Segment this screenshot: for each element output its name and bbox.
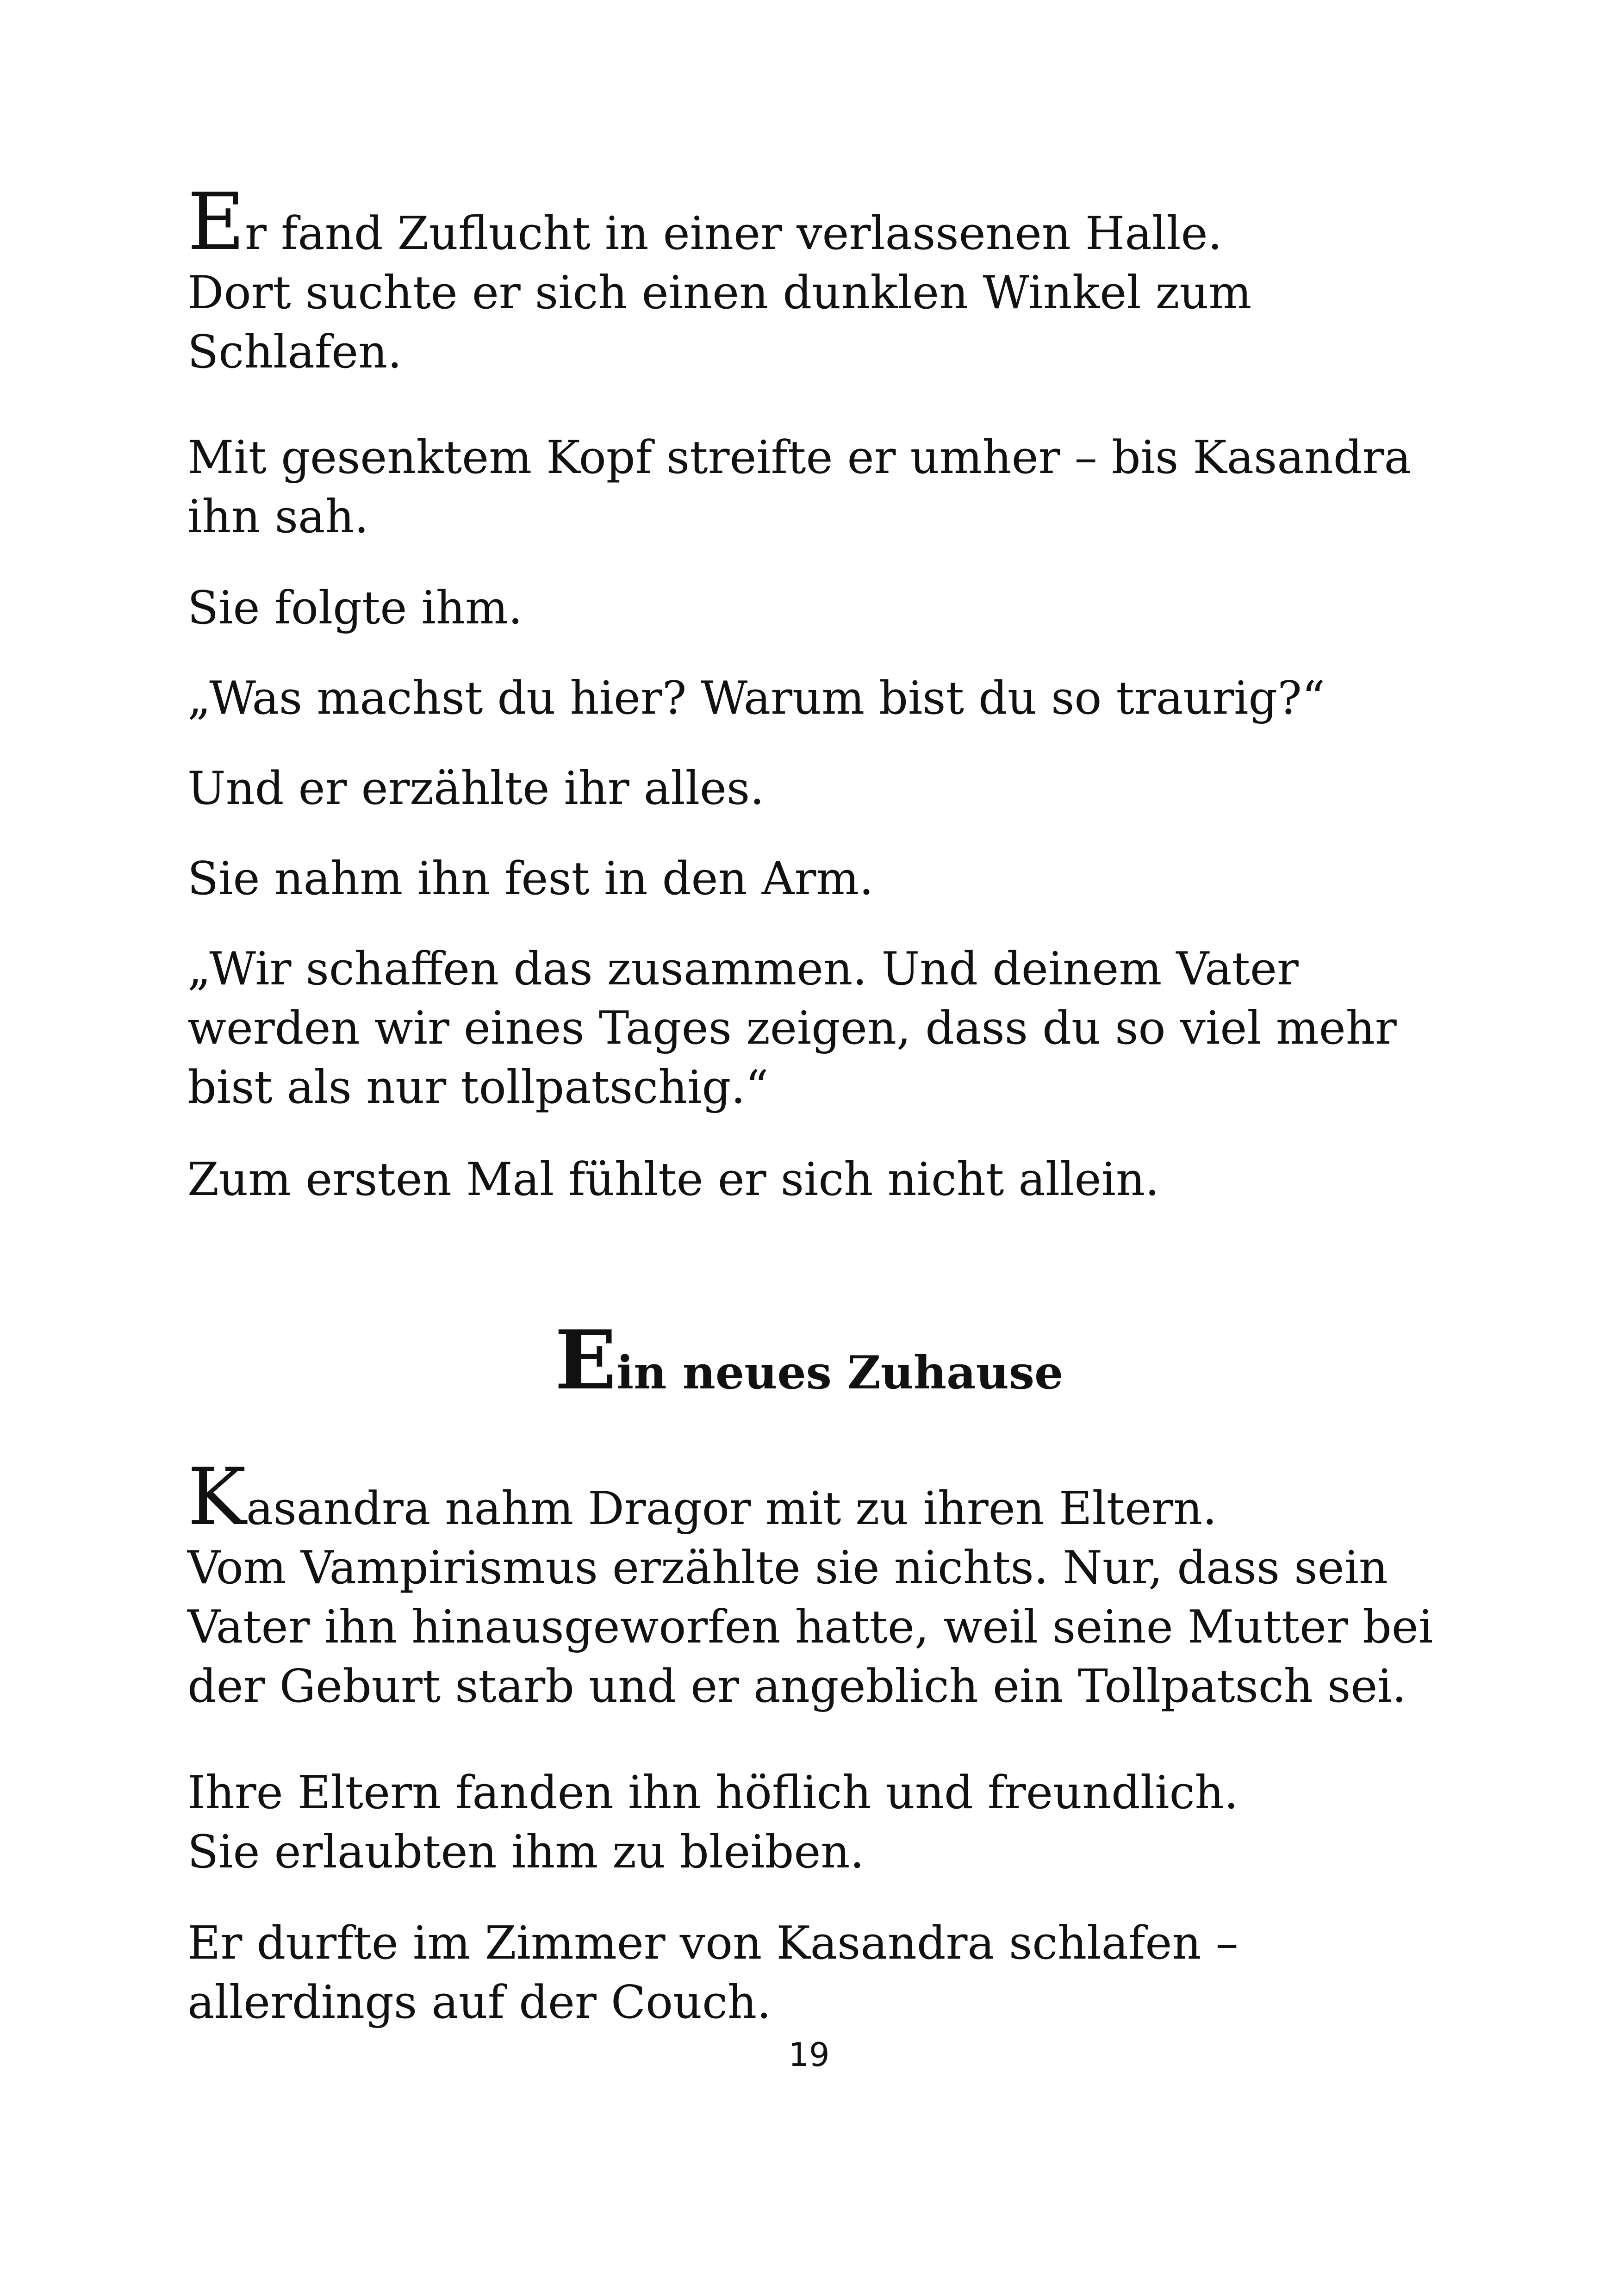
heading-dropcap: E	[554, 1313, 616, 1408]
page-number: 19	[788, 2036, 830, 2074]
paragraph-9	[187, 1451, 1456, 1716]
paragraph-5: Und er erzählte ihr alles.	[187, 762, 765, 815]
paragraph-1-text: r fand Zuflucht in einer verlassenen Halle. Dort suchte er sich einen dunklen Winkel zum Schlafen.	[187, 207, 1252, 379]
paragraph-2: Mit gesenktem Kopf streifte er umher – bis Kasandra ihn sah.	[187, 431, 1411, 543]
heading-text: in neues Zuhause	[616, 1346, 1064, 1400]
paragraph-4: „Was machst du hier? Warum bist du so traurig?“	[187, 672, 1325, 725]
paragraph-7: „Wir schaffen das zusammen. Und deinem Vater werden wir eines Tages zeigen, dass du so viel mehr bist als nur tollpatschig.“	[187, 943, 1397, 1114]
paragraph-11: Er durfte im Zimmer von Kasandra schlafen – allerdings auf der Couch.	[187, 1917, 1238, 2029]
paragraph-3: Sie folgte ihm.	[187, 582, 523, 635]
paragraph-6: Sie nahm ihn fest in den Arm.	[187, 852, 874, 905]
dropcap-e: E	[187, 176, 245, 268]
paragraph-1	[187, 176, 1456, 382]
paragraph-10: Ihre Eltern fanden ihn höflich und freundlich. Sie erlaubten ihm zu bleiben.	[187, 1767, 1238, 1879]
dropcap-k: K	[187, 1451, 247, 1543]
paragraph-8: Zum ersten Mal fühlte er sich nicht allein.	[187, 1153, 1160, 1206]
chapter-heading	[0, 1313, 1618, 1408]
paragraph-9-text: asandra nahm Dragor mit zu ihren Eltern. Vom Vampirismus erzählte sie nichts. Nur, dass sein Vater ihn hinausgeworfen hatte, weil seine Mutter bei der Geburt starb und er angeblich ein Tollpatsch sei.	[187, 1482, 1433, 1713]
